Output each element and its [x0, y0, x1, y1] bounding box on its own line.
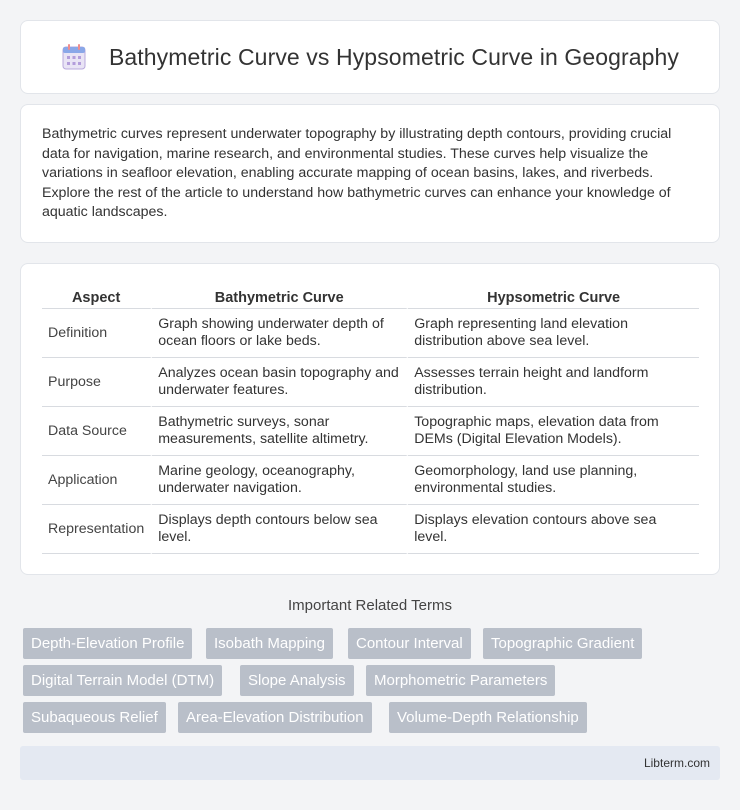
header-card: [20, 20, 720, 94]
related-term-tag[interactable]: Area-Elevation Distribution: [178, 702, 372, 733]
table-row: [42, 358, 699, 407]
related-term-tag[interactable]: Contour Interval: [348, 628, 471, 659]
hypsometric-cell: Graph representing land elevation distribution above sea level.: [408, 309, 699, 358]
bathymetric-cell: Marine geology, oceanography, underwater navigation.: [152, 456, 408, 505]
row-aspect: Representation: [42, 505, 152, 554]
related-term-tag[interactable]: Volume-Depth Relationship: [389, 702, 587, 733]
hypsometric-cell: Geomorphology, land use planning, environmental studies.: [408, 456, 699, 505]
related-term-tag[interactable]: Topographic Gradient: [483, 628, 642, 659]
column-header-aspect: Aspect: [42, 286, 152, 309]
table-header-row: [42, 286, 699, 309]
row-aspect: Data Source: [42, 407, 152, 456]
table-row: [42, 456, 699, 505]
footer-brand-link[interactable]: Libterm.com: [643, 756, 710, 770]
page-title: Bathymetric Curve vs Hypsometric Curve in Geography: [108, 43, 680, 70]
comparison-card: [20, 263, 720, 575]
column-header-bathymetric: Bathymetric Curve: [152, 286, 408, 309]
bathymetric-cell: Displays depth contours below sea level.: [152, 505, 408, 554]
bathymetric-cell: Analyzes ocean basin topography and underwater features.: [152, 358, 408, 407]
hypsometric-cell: Topographic maps, elevation data from DEMs (Digital Elevation Models).: [408, 407, 699, 456]
related-term-tag[interactable]: Isobath Mapping: [206, 628, 333, 659]
related-term-tag[interactable]: Morphometric Parameters: [366, 665, 555, 696]
hypsometric-cell: Assesses terrain height and landform distribution.: [408, 358, 699, 407]
calendar-grid-icon: [61, 43, 87, 71]
related-term-tag[interactable]: Subaqueous Relief: [23, 702, 166, 733]
intro-card: [20, 104, 720, 243]
column-header-hypsometric: Hypsometric Curve: [408, 286, 699, 309]
footer: [20, 746, 720, 780]
related-terms-heading: Important Related Terms: [288, 597, 452, 614]
related-term-tag[interactable]: Slope Analysis: [240, 665, 354, 696]
bathymetric-cell: Graph showing underwater depth of ocean floors or lake beds.: [152, 309, 408, 358]
table-row: [42, 309, 699, 358]
hypsometric-cell: Displays elevation contours above sea level.: [408, 505, 699, 554]
intro-text: Bathymetric curves represent underwater topography by illustrating depth contours, providing crucial data for navigation, marine research, and environmental studies. These curves help visualize the variations in seafloor elevation, enabling accurate mapping of ocean basins, lakes, and riverbeds. Explore the rest of the article to understand how bathymetric curves can enhance your knowledge of aquatic landscapes.: [42, 126, 672, 220]
comparison-table: [42, 286, 699, 554]
row-aspect: Definition: [42, 309, 152, 358]
table-row: [42, 505, 699, 554]
row-aspect: Purpose: [42, 358, 152, 407]
bathymetric-cell: Bathymetric surveys, sonar measurements, satellite altimetry.: [152, 407, 408, 456]
row-aspect: Application: [42, 456, 152, 505]
table-row: [42, 407, 699, 456]
related-term-tag[interactable]: Depth-Elevation Profile: [23, 628, 192, 659]
related-term-tag[interactable]: Digital Terrain Model (DTM): [23, 665, 222, 696]
